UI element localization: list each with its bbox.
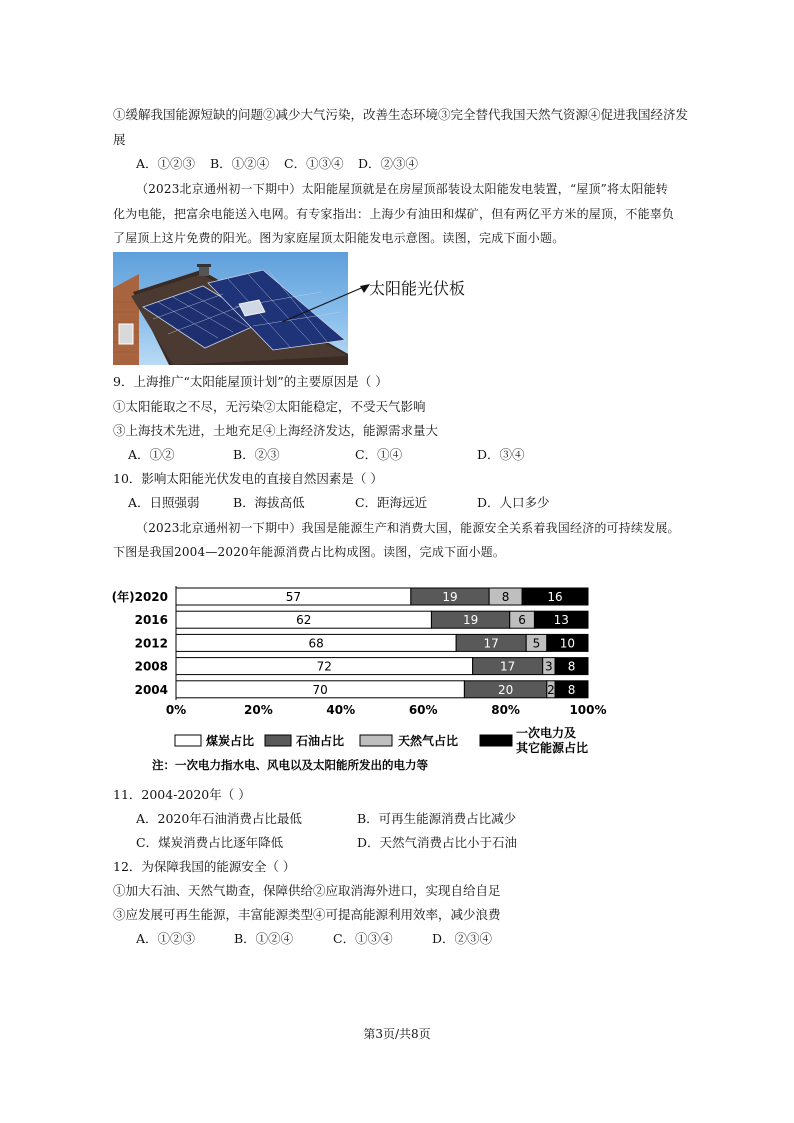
q8-option-b[interactable]: B．①②④: [210, 156, 270, 171]
bar-value-label: 17: [483, 636, 499, 651]
q11-option-c[interactable]: C．煤炭消费占比逐年降低: [136, 835, 284, 850]
legend-swatch-gas: [360, 735, 392, 746]
legend-label-gas: 天然气占比: [398, 734, 459, 748]
category-label: 2008: [134, 659, 168, 674]
q8-option-c[interactable]: C．①③④: [284, 156, 344, 171]
bar-value-label: 19: [462, 613, 479, 628]
bar-value-label: 19: [442, 590, 458, 604]
q12-choice-line-1: ①加大石油、天然气勘查，保障供给②应取消海外进口，实现自给自足: [113, 883, 501, 898]
q12-choice-line-2: ③应发展可再生能源，丰富能源类型④可提高能源利用效率，减少浪费: [113, 907, 501, 922]
legend-label-oil: 石油占比: [296, 734, 345, 748]
bar-value-label: 68: [308, 636, 324, 651]
q9-choice-line-2: ③上海技术先进，土地充足④上海经济发达，能源需求量大: [113, 423, 439, 438]
q10-option-b[interactable]: B．海拔高低: [233, 495, 305, 510]
bar-value-label: 5: [532, 636, 541, 651]
bar-value-label: 8: [501, 590, 510, 604]
bar-value-label: 72: [316, 659, 332, 674]
bar-value-label: 6: [518, 613, 526, 628]
q9-option-a[interactable]: A．①②: [128, 447, 175, 462]
page-number: 第3页/共8页: [363, 1027, 431, 1041]
passage2-line-2: 下图是我国2004—2020年能源消费占比构成图。读图，完成下面小题。: [113, 545, 506, 559]
q10-option-a[interactable]: A．日照强弱: [128, 495, 200, 510]
bar-value-label: 10: [559, 636, 576, 651]
passage2-line-1: （2023北京通州初一下期中）我国是能源生产和消费大国，能源安全关系着我国经济的可持续发展。: [136, 521, 680, 535]
legend-label-other-1: 一次电力及: [516, 726, 577, 740]
q8-option-d[interactable]: D．②③④: [358, 156, 419, 171]
q9-option-c[interactable]: C．①④: [355, 447, 403, 462]
q9-choice-line-1: ①太阳能取之不尽，无污染②太阳能稳定，不受天气影响: [113, 399, 426, 414]
bar-value-label: 70: [312, 682, 328, 697]
passage1-line-3: 了屋顶上这片免费的阳光。图为家庭屋顶太阳能发电示意图。读图，完成下面小题。: [113, 231, 565, 245]
category-label: 2004: [134, 682, 168, 697]
x-tick-label: 0%: [165, 703, 187, 717]
bar-value-label: 16: [547, 590, 563, 604]
q9-option-d[interactable]: D．③④: [477, 447, 525, 462]
q12-option-b[interactable]: B．①②④: [234, 931, 294, 946]
q10-option-c[interactable]: C．距海远近: [355, 495, 428, 510]
q10-stem: 10．影响太阳能光伏发电的直接自然因素是（ ）: [113, 471, 383, 486]
x-tick-label: 80%: [491, 703, 520, 717]
q8-option-a[interactable]: A．①②③: [136, 156, 196, 171]
category-label: 2016: [134, 613, 168, 628]
q12-option-a[interactable]: A．①②③: [136, 931, 196, 946]
legend-swatch-oil: [265, 735, 291, 746]
chart-note: 注：一次电力指水电、风电以及太阳能所发出的电力等: [152, 758, 428, 772]
legend-swatch-coal: [175, 735, 201, 746]
bar-value-label: 8: [567, 659, 576, 674]
legend-label-other-2: 其它能源占比: [516, 741, 589, 755]
q10-option-d[interactable]: D．人口多少: [477, 495, 550, 510]
bar-value-label: 62: [296, 613, 312, 628]
q8-choice-line-1: ①缓解我国能源短缺的问题②减少大气污染，改善生态环境③完全替代我国天然气资源④促进我国经济发: [113, 107, 689, 122]
pointer-arrow: [280, 278, 375, 326]
q8-choice-line-2: 展: [113, 132, 126, 147]
bar-value-label: 2: [547, 682, 555, 697]
q11-option-b[interactable]: B．可再生能源消费占比减少: [357, 811, 517, 826]
bar-value-label: 57: [285, 590, 302, 604]
category-label: 2012: [134, 636, 168, 651]
bar-value-label: 20: [497, 682, 514, 697]
q11-option-d[interactable]: D．天然气消费占比小于石油: [357, 835, 518, 850]
x-tick-label: 100%: [569, 703, 607, 717]
bar-value-label: 17: [500, 659, 516, 674]
q9-stem: 9．上海推广“太阳能屋顶计划”的主要原因是（ ）: [113, 374, 388, 389]
x-tick-label: 40%: [326, 703, 356, 717]
x-tick-label: 20%: [244, 703, 273, 717]
bar-value-label: 13: [553, 613, 569, 628]
q9-option-b[interactable]: B．②③: [233, 447, 280, 462]
x-tick-label: 60%: [408, 703, 438, 717]
q11-stem: 11．2004-2020年（ ）: [113, 787, 251, 802]
q11-option-a[interactable]: A．2020年石油消费占比最低: [136, 811, 302, 826]
category-label: (年)2020: [111, 590, 168, 604]
q12-option-d[interactable]: D．②③④: [432, 931, 493, 946]
bar-value-label: 8: [567, 682, 576, 697]
bar-value-label: 3: [545, 659, 553, 674]
legend-label-coal: 煤炭占比: [206, 734, 255, 748]
energy-consumption-chart: [100, 580, 610, 775]
legend-swatch-other: [480, 735, 512, 746]
q12-option-c[interactable]: C．①③④: [333, 931, 393, 946]
q12-stem: 12．为保障我国的能源安全（ ）: [113, 859, 296, 874]
passage1-line-1: （2023北京通州初一下期中）太阳能屋顶就是在房屋顶部装设太阳能发电装置，“屋顶”将太阳能转: [136, 182, 669, 196]
passage1-line-2: 化为电能，把富余电能送入电网。有专家指出：上海少有油田和煤矿，但有两亿平方米的屋顶，不能辜负: [113, 207, 675, 221]
solar-panel-label: 太阳能光伏板: [369, 279, 466, 298]
